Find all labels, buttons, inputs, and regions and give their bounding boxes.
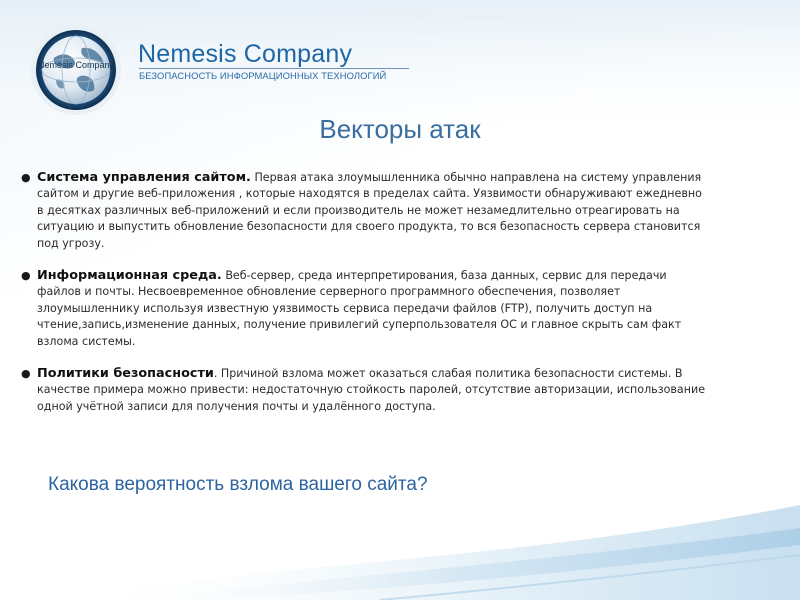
company-name: Nemesis Company [138, 40, 353, 68]
bullet-heading: Система управления сайтом. [37, 170, 251, 185]
logo-text: Nemesis Company [37, 60, 115, 70]
bullet-heading: Политики безопасности [37, 366, 214, 382]
slide-title: Векторы атак [319, 114, 481, 144]
nemesis-globe-logo-icon [30, 24, 122, 116]
bullet-text: . Причиной взлома может оказаться слабая политика безопасности системы. В качестве примера можно привести: недостаточную стойкость паролей, отсутствие авторизации, использование одной учётной записи для получения почты и удалённого доступа. [37, 367, 706, 413]
bullet-list [20, 170, 710, 431]
bullet-item-environment [20, 268, 710, 350]
bullet-item-cms [20, 170, 710, 252]
bullet-dot-icon: ● [21, 171, 31, 184]
closing-question: Какова вероятность взлома вашего сайта? [48, 474, 428, 495]
company-tagline: БЕЗОПАСНОСТЬ ИНФОРМАЦИОННЫХ ТЕХНОЛОГИЙ [139, 70, 387, 81]
bullet-dot-icon: ● [21, 367, 31, 381]
bullet-heading: Информационная среда. [37, 268, 222, 284]
bullet-text: Веб-сервер, среда интерпретирования, база данных, сервис для передачи файлов и почты. Несвоевременное обновление серверного программного обеспечения, позволяет злоумышленнику используя известную уязвимость сервиса передачи файлов (FTP), получить доступ на чтение,запись,изменение данных, получение привилегий суперпользователя ОС и главное скрыть сам факт взлома системы. [37, 269, 682, 348]
bullet-item-policies [20, 366, 710, 415]
bullet-dot-icon: ● [21, 269, 31, 283]
header-divider [139, 68, 409, 69]
bullet-text: Первая атака злоумышленника обычно направлена на систему управления сайтом и другие веб-приложения , которые находятся в пределах сайта. Уязвимости обнаруживают ежедневно в десятках различных веб-приложений и если производитель не может незамедлительно отреагировать на ситуацию и выпустить обновление безопасности для своего продукта, то вся безопасность сервера становится под угрозу. [37, 171, 702, 250]
